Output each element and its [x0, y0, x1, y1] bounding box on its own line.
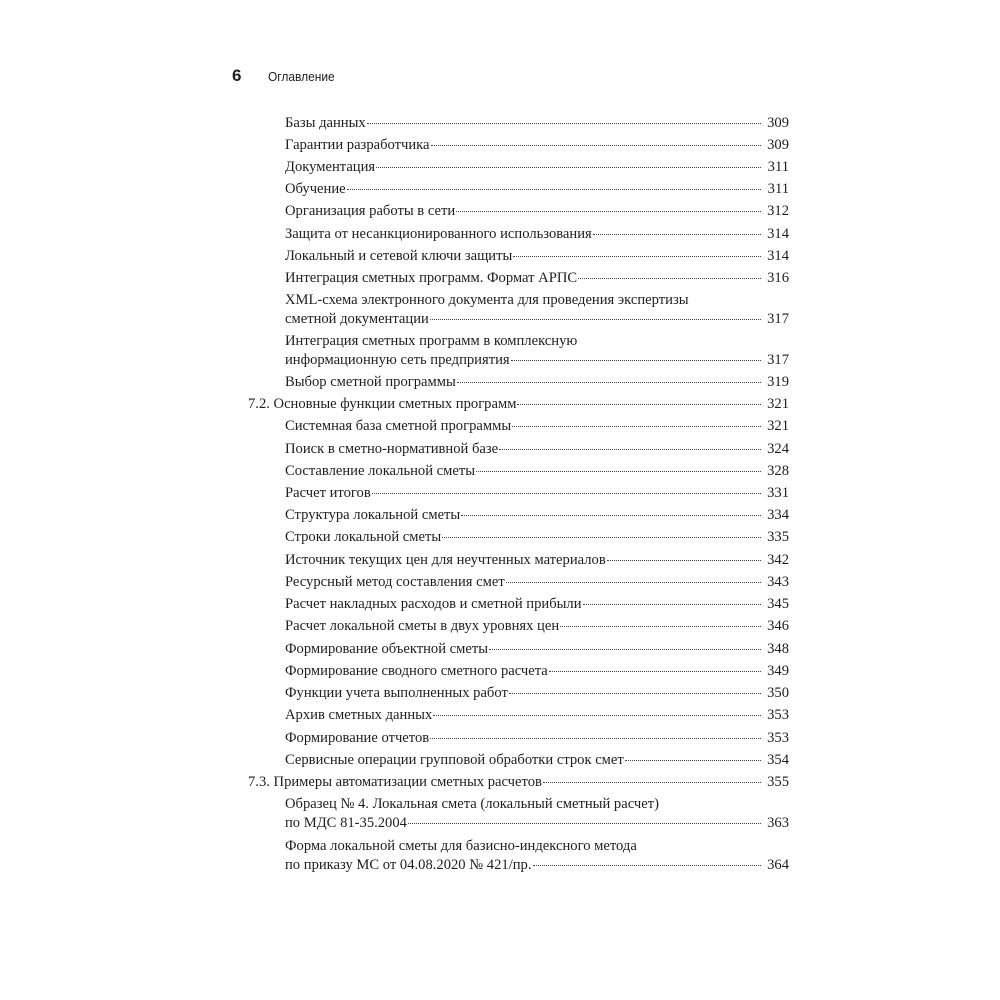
toc-entry	[285, 114, 789, 133]
toc-entry-title: Строки локальной сметы	[285, 529, 442, 545]
dot-leader	[476, 471, 761, 472]
toc-entry-page: 312	[767, 203, 789, 219]
toc-entry	[285, 484, 789, 503]
toc-entry-title: Расчет локальной сметы в двух уровнях цен	[285, 618, 560, 634]
toc-entry-title: сметной документации	[285, 311, 429, 327]
toc-entry	[285, 269, 789, 288]
toc-entry-title: Формирование сводного сметного расчета	[285, 663, 548, 679]
dot-leader	[583, 604, 761, 605]
toc-entry	[285, 640, 789, 659]
toc-entry	[285, 202, 789, 221]
dot-leader	[533, 865, 761, 866]
dot-leader	[506, 582, 761, 583]
toc-section-entry	[248, 773, 789, 792]
dot-leader	[456, 211, 761, 212]
toc-entry-page: 335	[767, 529, 789, 545]
toc-entry-page: 314	[767, 248, 789, 264]
toc-entry-title: Расчет накладных расходов и сметной прибыли	[285, 596, 582, 612]
toc-entry-page: 309	[767, 137, 789, 153]
toc-entry	[285, 506, 789, 525]
dot-leader	[430, 319, 761, 320]
toc-entry-page: 328	[767, 463, 789, 479]
toc-entry-title: Интеграция сметных программ. Формат АРПС	[285, 270, 578, 286]
dot-leader	[367, 123, 761, 124]
dot-leader	[578, 278, 761, 279]
toc-entry-title: Локальный и сетевой ключи защиты	[285, 248, 513, 264]
toc-entry-title: Составление локальной сметы	[285, 463, 476, 479]
toc-entry-page: 317	[767, 352, 789, 368]
toc-entry-title: Поиск в сметно-нормативной базе	[285, 441, 499, 457]
toc-entry-title-line1: Образец № 4. Локальная смета (локальный сметный расчет)	[285, 796, 659, 812]
toc-entry-page: 309	[767, 115, 789, 131]
toc-entry-page: 355	[767, 774, 789, 790]
toc-entry-title: 7.3. Примеры автоматизации сметных расчетов	[248, 774, 542, 790]
toc-entry-page: 321	[767, 396, 789, 412]
dot-leader	[517, 404, 761, 405]
toc-entry	[285, 551, 789, 570]
toc-entry	[285, 180, 789, 199]
dot-leader	[593, 234, 761, 235]
toc-entry	[285, 225, 789, 244]
dot-leader	[347, 189, 761, 190]
dot-leader	[560, 626, 761, 627]
toc-entry-title: Гарантии разработчика	[285, 137, 430, 153]
toc-entry-page: 353	[767, 707, 789, 723]
dot-leader	[489, 649, 761, 650]
toc-entry-page: 311	[767, 181, 789, 197]
toc-entry-title-line1: XML-схема электронного документа для проведения экспертизы	[285, 292, 689, 308]
toc-entry-title: Сервисные операции групповой обработки строк смет	[285, 752, 624, 768]
toc-entry	[285, 662, 789, 681]
toc-entry	[285, 751, 789, 770]
running-title: Оглавление	[268, 69, 335, 84]
dot-leader	[461, 515, 761, 516]
dot-leader	[442, 537, 761, 538]
dot-leader	[543, 782, 761, 783]
toc-entry-title-line1: Форма локальной сметы для базисно-индексного метода	[285, 838, 637, 854]
toc-entry-page: 314	[767, 226, 789, 242]
toc-entry-title: Защита от несанкционированного использования	[285, 226, 592, 242]
toc-entry-title: по приказу МС от 04.08.2020 № 421/пр.	[285, 857, 532, 873]
toc-entry-title-line1: Интеграция сметных программ в комплексную	[285, 333, 578, 349]
toc-entry-page: 353	[767, 730, 789, 746]
toc-entry-page: 348	[767, 641, 789, 657]
toc-entry-page: 334	[767, 507, 789, 523]
toc-entry-title: по МДС 81-35.2004	[285, 815, 407, 831]
toc-entry-page: 319	[767, 374, 789, 390]
toc-entry	[285, 595, 789, 614]
dot-leader	[431, 145, 762, 146]
toc-entry-title: Расчет итогов	[285, 485, 371, 501]
toc-entry-title: Формирование объектной сметы	[285, 641, 489, 657]
toc-entry-title: Функции учета выполненных работ	[285, 685, 508, 701]
dot-leader	[509, 693, 761, 694]
toc-entry-page: 321	[767, 418, 789, 434]
toc-entry	[285, 247, 789, 266]
dot-leader	[512, 426, 761, 427]
toc-entry-page: 311	[767, 159, 789, 175]
dot-leader	[372, 493, 761, 494]
dot-leader	[430, 738, 761, 739]
toc-entry-page: 346	[767, 618, 789, 634]
toc-entry	[285, 158, 789, 177]
toc-entry-title: 7.2. Основные функции сметных программ	[248, 396, 517, 412]
toc-entry	[285, 706, 789, 725]
toc-entry-title: Архив сметных данных	[285, 707, 433, 723]
toc-entry-title: Выбор сметной программы	[285, 374, 456, 390]
toc-entry-page: 350	[767, 685, 789, 701]
toc-entry-page: 345	[767, 596, 789, 612]
dot-leader	[433, 715, 761, 716]
toc-entry-title: Базы данных	[285, 115, 366, 131]
toc-entry-title: Ресурсный метод составления смет	[285, 574, 505, 590]
toc-entry	[285, 837, 789, 875]
page-number: 6	[232, 66, 242, 85]
dot-leader	[376, 167, 761, 168]
toc-entry	[285, 795, 789, 833]
dot-leader	[457, 382, 761, 383]
dot-leader	[408, 823, 761, 824]
toc-entry-page: 317	[767, 311, 789, 327]
toc-entry-page: 324	[767, 441, 789, 457]
dot-leader	[549, 671, 761, 672]
dot-leader	[625, 760, 761, 761]
toc-entry	[285, 729, 789, 748]
toc-entry-title: Организация работы в сети	[285, 203, 456, 219]
toc-entry	[285, 291, 789, 329]
toc-entry-page: 354	[767, 752, 789, 768]
toc-entry-title: информационную сеть предприятия	[285, 352, 510, 368]
toc-entry-page: 342	[767, 552, 789, 568]
toc-entry-title: Обучение	[285, 181, 346, 197]
dot-leader	[499, 449, 761, 450]
toc-entry-title: Структура локальной сметы	[285, 507, 461, 523]
toc-entry-page: 363	[767, 815, 789, 831]
toc-entry	[285, 573, 789, 592]
toc-entry	[285, 332, 789, 370]
toc-entry	[285, 684, 789, 703]
dot-leader	[607, 560, 761, 561]
toc-section-entry	[248, 395, 789, 414]
toc-entry-page: 343	[767, 574, 789, 590]
toc-entry	[285, 417, 789, 436]
dot-leader	[511, 360, 761, 361]
toc-entry	[285, 136, 789, 155]
toc-entry-page: 349	[767, 663, 789, 679]
toc-entry	[285, 528, 789, 547]
toc-entry-page: 331	[767, 485, 789, 501]
toc-entry-page: 364	[767, 857, 789, 873]
dot-leader	[513, 256, 761, 257]
toc-entry-title: Источник текущих цен для неучтенных материалов	[285, 552, 606, 568]
toc-entry	[285, 373, 789, 392]
toc-entry	[285, 617, 789, 636]
toc-entry-title: Документация	[285, 159, 376, 175]
toc-entry-title: Системная база сметной программы	[285, 418, 512, 434]
toc-entry	[285, 440, 789, 459]
toc-entry-page: 316	[767, 270, 789, 286]
toc-entry	[285, 462, 789, 481]
toc-entry-title: Формирование отчетов	[285, 730, 430, 746]
